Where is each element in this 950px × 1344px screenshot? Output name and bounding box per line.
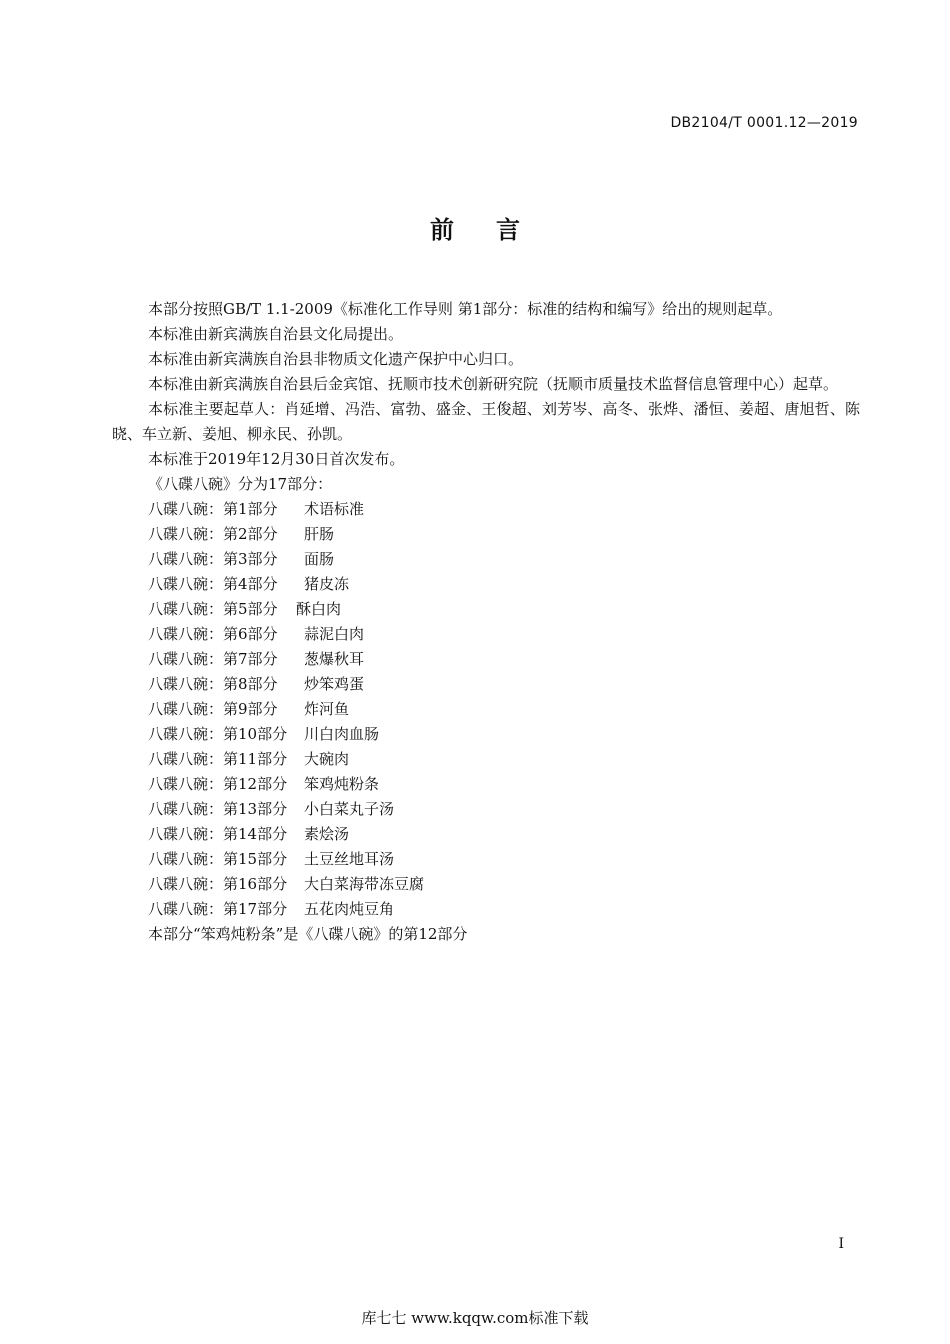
part-number: 八碟八碗：第16部分 [148,875,288,893]
paragraph-proposer: 本标准由新宾满族自治县文化局提出。 [148,325,404,343]
document-code: DB2104/T 0001.12—2019 [670,115,858,131]
part-number: 八碟八碗：第6部分 [148,625,278,643]
list-item [112,897,860,922]
part-name: 川白肉血肠 [304,725,380,743]
part-name: 面肠 [304,550,335,568]
part-number: 八碟八碗：第14部分 [148,825,288,843]
list-item [112,647,860,672]
part-number: 八碟八碗：第15部分 [148,850,288,868]
list-item [112,772,860,797]
list-item [112,672,860,697]
part-number: 八碟八碗：第5部分 [148,600,278,618]
list-item [112,597,860,622]
paragraph-drafters: 本标准主要起草人：肖延增、冯浩、富勃、盛金、王俊超、刘芳岑、高冬、张烨、潘恒、姜超、唐旭哲、陈晓、车立新、姜旭、柳永民、孙凯。 [112,400,860,443]
part-number: 八碟八碗：第1部分 [148,500,278,518]
list-item [112,747,860,772]
list-item [112,797,860,822]
part-number: 八碟八碗：第2部分 [148,525,278,543]
list-item [112,497,860,522]
part-number: 八碟八碗：第13部分 [148,800,288,818]
list-item [112,522,860,547]
part-number: 八碟八碗：第17部分 [148,900,288,918]
part-name: 大白菜海带冻豆腐 [304,875,425,893]
part-number: 八碟八碗：第11部分 [148,750,288,768]
paragraph-drafting-units: 本标准由新宾满族自治县后金宾馆、抚顺市技术创新研究院（抚顺市质量技术监督信息管理中心）起草。 [148,375,839,393]
part-number: 八碟八碗：第9部分 [148,700,278,718]
list-item [112,872,860,897]
list-item [112,572,860,597]
part-name: 土豆丝地耳汤 [304,850,395,868]
paragraph-administrator: 本标准由新宾满族自治县非物质文化遗产保护中心归口。 [148,350,524,368]
list-item [112,697,860,722]
part-name: 葱爆秋耳 [304,650,365,668]
part-name: 酥白肉 [296,600,342,618]
list-item [112,847,860,872]
part-number: 八碟八碗：第4部分 [148,575,278,593]
part-name: 蒜泥白肉 [304,625,365,643]
part-name: 猪皮冻 [304,575,350,593]
part-name: 炸河鱼 [304,700,350,718]
list-item [112,547,860,572]
part-name: 五花肉炖豆角 [304,900,395,918]
part-name: 大碗肉 [304,750,350,768]
footer-watermark: 库七七 www.kqqw.com标准下载 [361,1309,589,1327]
list-item [112,622,860,647]
part-name: 术语标准 [304,500,365,518]
paragraph-release-date: 本标准于2019年12月30日首次发布。 [148,450,405,468]
part-name: 炒笨鸡蛋 [304,675,365,693]
paragraph-closing: 本部分“笨鸡炖粉条”是《八碟八碗》的第12部分 [148,925,468,943]
document-body [112,297,860,947]
part-number: 八碟八碗：第12部分 [148,775,288,793]
part-number: 八碟八碗：第8部分 [148,675,278,693]
part-name: 小白菜丸子汤 [304,800,395,818]
list-item [112,822,860,847]
part-number: 八碟八碗：第7部分 [148,650,278,668]
part-number: 八碟八碗：第10部分 [148,725,288,743]
page-title: 前言 [430,216,562,244]
paragraph-parts-intro: 《八碟八碗》分为17部分： [148,475,333,493]
paragraph-drafting-rules: 本部分按照GB/T 1.1-2009《标准化工作导则 第1部分：标准的结构和编写》给出的规则起草。 [148,300,783,318]
part-number: 八碟八碗：第3部分 [148,550,278,568]
part-name: 肝肠 [304,525,335,543]
part-name: 笨鸡炖粉条 [304,775,380,793]
page-number: I [838,1236,844,1252]
list-item [112,722,860,747]
part-name: 素烩汤 [304,825,350,843]
parts-list [112,497,860,922]
